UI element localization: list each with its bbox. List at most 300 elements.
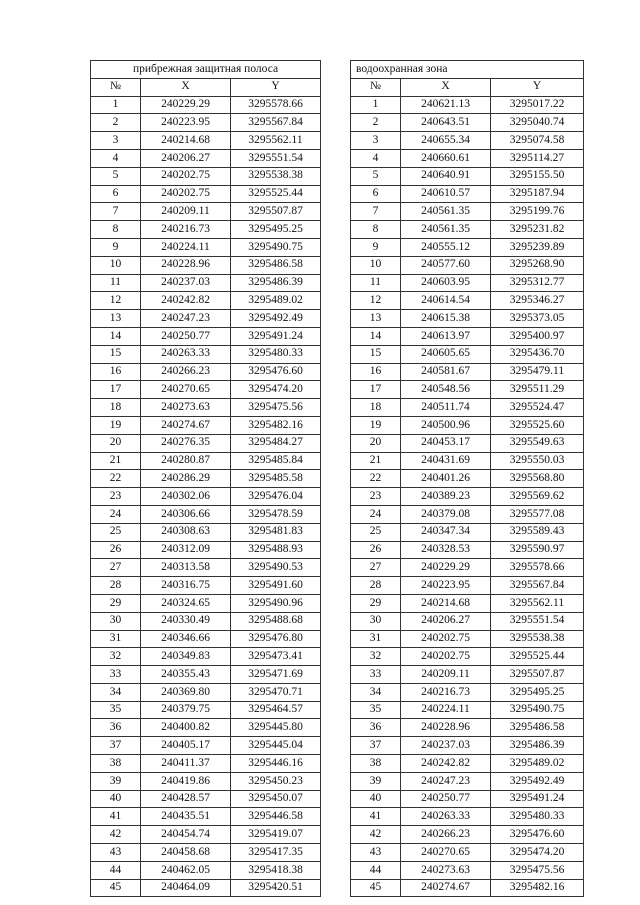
y-coordinate-cell: 3295491.24 [231,327,321,345]
x-coordinate-cell: 240270.65 [401,844,491,862]
y-coordinate-cell: 3295490.75 [491,701,584,719]
point-number-cell: 3 [351,132,401,150]
y-coordinate-cell: 3295485.84 [231,452,321,470]
x-coordinate-cell: 240603.95 [401,274,491,292]
point-number-cell: 37 [351,737,401,755]
point-number-cell: 11 [351,274,401,292]
y-coordinate-cell: 3295417.35 [231,844,321,862]
x-coordinate-cell: 240302.06 [141,488,231,506]
point-number-cell: 15 [351,345,401,363]
x-coordinate-cell: 240401.26 [401,470,491,488]
x-coordinate-cell: 240202.75 [401,648,491,666]
table-row [91,755,321,773]
table-title: прибрежная защитная полоса [91,61,321,79]
point-number-cell: 31 [91,630,141,648]
y-coordinate-cell: 3295418.38 [231,861,321,879]
x-coordinate-cell: 240209.11 [141,203,231,221]
column-header-x: X [401,78,491,96]
point-number-cell: 28 [91,577,141,595]
column-header-y: Y [491,78,584,96]
table-row [91,488,321,506]
point-number-cell: 36 [91,719,141,737]
x-coordinate-cell: 240263.33 [401,808,491,826]
point-number-cell: 12 [91,292,141,310]
table-title-row [91,61,321,79]
x-coordinate-cell: 240313.58 [141,559,231,577]
point-number-cell: 6 [91,185,141,203]
y-coordinate-cell: 3295492.49 [231,310,321,328]
y-coordinate-cell: 3295538.38 [231,167,321,185]
point-number-cell: 41 [91,808,141,826]
x-coordinate-cell: 240247.23 [401,772,491,790]
x-coordinate-cell: 240312.09 [141,541,231,559]
table-row [351,719,584,737]
x-coordinate-cell: 240419.86 [141,772,231,790]
x-coordinate-cell: 240206.27 [141,149,231,167]
point-number-cell: 12 [351,292,401,310]
table-row [351,310,584,328]
y-coordinate-cell: 3295488.93 [231,541,321,559]
x-coordinate-cell: 240202.75 [141,167,231,185]
y-coordinate-cell: 3295567.84 [491,577,584,595]
point-number-cell: 38 [351,755,401,773]
table-row [351,203,584,221]
table-row [351,630,584,648]
table-row [91,577,321,595]
x-coordinate-cell: 240224.11 [401,701,491,719]
x-coordinate-cell: 240511.74 [401,399,491,417]
y-coordinate-cell: 3295486.58 [491,719,584,737]
x-coordinate-cell: 240379.75 [141,701,231,719]
table-row [351,577,584,595]
point-number-cell: 14 [91,327,141,345]
y-coordinate-cell: 3295569.62 [491,488,584,506]
x-coordinate-cell: 240615.38 [401,310,491,328]
point-number-cell: 10 [351,256,401,274]
x-coordinate-cell: 240308.63 [141,523,231,541]
y-coordinate-cell: 3295476.60 [231,363,321,381]
y-coordinate-cell: 3295589.43 [491,523,584,541]
point-number-cell: 40 [91,790,141,808]
x-coordinate-cell: 240462.05 [141,861,231,879]
point-number-cell: 8 [91,221,141,239]
table-row [91,826,321,844]
y-coordinate-cell: 3295578.66 [491,559,584,577]
y-coordinate-cell: 3295511.29 [491,381,584,399]
x-coordinate-cell: 240280.87 [141,452,231,470]
y-coordinate-cell: 3295471.69 [231,666,321,684]
point-number-cell: 38 [91,755,141,773]
point-number-cell: 33 [91,666,141,684]
table-row [91,327,321,345]
point-number-cell: 24 [351,505,401,523]
x-coordinate-cell: 240250.77 [401,790,491,808]
y-coordinate-cell: 3295568.80 [491,470,584,488]
y-coordinate-cell: 3295346.27 [491,292,584,310]
table-row [351,238,584,256]
y-coordinate-cell: 3295470.71 [231,683,321,701]
y-coordinate-cell: 3295481.83 [231,523,321,541]
table-row [351,666,584,684]
table-row [351,523,584,541]
y-coordinate-cell: 3295074.58 [491,132,584,150]
x-coordinate-cell: 240613.97 [401,327,491,345]
y-coordinate-cell: 3295464.57 [231,701,321,719]
table-body [91,61,321,897]
table-row [351,149,584,167]
y-coordinate-cell: 3295486.39 [491,737,584,755]
point-number-cell: 27 [91,559,141,577]
y-coordinate-cell: 3295199.76 [491,203,584,221]
point-number-cell: 11 [91,274,141,292]
y-coordinate-cell: 3295373.05 [491,310,584,328]
table-row [91,203,321,221]
point-number-cell: 15 [91,345,141,363]
point-number-cell: 2 [351,114,401,132]
point-number-cell: 1 [91,96,141,114]
y-coordinate-cell: 3295476.04 [231,488,321,506]
table-row [91,399,321,417]
table-row [351,381,584,399]
table-row [351,737,584,755]
y-coordinate-cell: 3295507.87 [491,666,584,684]
x-coordinate-cell: 240411.37 [141,755,231,773]
point-number-cell: 35 [351,701,401,719]
table-row [91,559,321,577]
y-coordinate-cell: 3295420.51 [231,879,321,897]
x-coordinate-cell: 240223.95 [141,114,231,132]
point-number-cell: 26 [351,541,401,559]
point-number-cell: 4 [351,149,401,167]
table-row [351,683,584,701]
y-coordinate-cell: 3295491.24 [491,790,584,808]
point-number-cell: 9 [351,238,401,256]
table-row [351,96,584,114]
x-coordinate-cell: 240453.17 [401,434,491,452]
point-number-cell: 24 [91,505,141,523]
x-coordinate-cell: 240202.75 [141,185,231,203]
y-coordinate-cell: 3295231.82 [491,221,584,239]
table-row [351,274,584,292]
point-number-cell: 18 [91,399,141,417]
x-coordinate-cell: 240274.67 [401,879,491,897]
table-row [351,114,584,132]
x-coordinate-cell: 240605.65 [401,345,491,363]
table-row [91,861,321,879]
x-coordinate-cell: 240435.51 [141,808,231,826]
y-coordinate-cell: 3295485.58 [231,470,321,488]
table-row [91,221,321,239]
x-coordinate-cell: 240548.56 [401,381,491,399]
x-coordinate-cell: 240458.68 [141,844,231,862]
table-row [91,381,321,399]
x-coordinate-cell: 240228.96 [401,719,491,737]
y-coordinate-cell: 3295490.75 [231,238,321,256]
x-coordinate-cell: 240247.23 [141,310,231,328]
x-coordinate-cell: 240228.96 [141,256,231,274]
y-coordinate-cell: 3295525.44 [491,648,584,666]
x-coordinate-cell: 240306.66 [141,505,231,523]
x-coordinate-cell: 240500.96 [401,416,491,434]
point-number-cell: 37 [91,737,141,755]
y-coordinate-cell: 3295474.20 [491,844,584,862]
y-coordinate-cell: 3295478.59 [231,505,321,523]
y-coordinate-cell: 3295446.58 [231,808,321,826]
point-number-cell: 44 [91,861,141,879]
table-row [351,256,584,274]
x-coordinate-cell: 240206.27 [401,612,491,630]
point-number-cell: 19 [351,416,401,434]
point-number-cell: 43 [91,844,141,862]
table-row [91,523,321,541]
table-row [91,772,321,790]
y-coordinate-cell: 3295490.53 [231,559,321,577]
table-row [91,416,321,434]
table-row [91,594,321,612]
y-coordinate-cell: 3295577.08 [491,505,584,523]
x-coordinate-cell: 240229.29 [401,559,491,577]
x-coordinate-cell: 240610.57 [401,185,491,203]
table-row [351,861,584,879]
table-row [351,345,584,363]
table-row [91,452,321,470]
point-number-cell: 7 [351,203,401,221]
y-coordinate-cell: 3295590.97 [491,541,584,559]
y-coordinate-cell: 3295486.39 [231,274,321,292]
table-row [351,559,584,577]
table-row [351,594,584,612]
point-number-cell: 5 [351,167,401,185]
point-number-cell: 35 [91,701,141,719]
y-coordinate-cell: 3295450.07 [231,790,321,808]
table-row [351,701,584,719]
x-coordinate-cell: 240214.68 [401,594,491,612]
y-coordinate-cell: 3295507.87 [231,203,321,221]
y-coordinate-cell: 3295479.11 [491,363,584,381]
point-number-cell: 45 [91,879,141,897]
table-row [351,185,584,203]
table-row [91,470,321,488]
point-number-cell: 29 [351,594,401,612]
y-coordinate-cell: 3295239.89 [491,238,584,256]
x-coordinate-cell: 240640.91 [401,167,491,185]
y-coordinate-cell: 3295445.04 [231,737,321,755]
table-header-row [351,78,584,96]
y-coordinate-cell: 3295436.70 [491,345,584,363]
x-coordinate-cell: 240263.33 [141,345,231,363]
point-number-cell: 1 [351,96,401,114]
y-coordinate-cell: 3295525.60 [491,416,584,434]
coastal-protection-strip-table [90,60,321,897]
x-coordinate-cell: 240577.60 [401,256,491,274]
y-coordinate-cell: 3295551.54 [231,149,321,167]
y-coordinate-cell: 3295492.49 [491,772,584,790]
table-row [91,149,321,167]
x-coordinate-cell: 240561.35 [401,203,491,221]
table-row [351,416,584,434]
x-coordinate-cell: 240405.17 [141,737,231,755]
x-coordinate-cell: 240273.63 [401,861,491,879]
point-number-cell: 40 [351,790,401,808]
table-row [91,132,321,150]
x-coordinate-cell: 240266.23 [401,826,491,844]
x-coordinate-cell: 240347.34 [401,523,491,541]
table-row [351,790,584,808]
x-coordinate-cell: 240229.29 [141,96,231,114]
table-row [351,755,584,773]
point-number-cell: 22 [351,470,401,488]
x-coordinate-cell: 240379.08 [401,505,491,523]
table-row [351,826,584,844]
table-row [91,345,321,363]
x-coordinate-cell: 240330.49 [141,612,231,630]
table-row [91,701,321,719]
point-number-cell: 16 [351,363,401,381]
table-row [91,612,321,630]
point-number-cell: 21 [91,452,141,470]
x-coordinate-cell: 240316.75 [141,577,231,595]
point-number-cell: 13 [351,310,401,328]
y-coordinate-cell: 3295475.56 [231,399,321,417]
point-number-cell: 41 [351,808,401,826]
y-coordinate-cell: 3295562.11 [491,594,584,612]
point-number-cell: 21 [351,452,401,470]
table-row [351,292,584,310]
x-coordinate-cell: 240237.03 [401,737,491,755]
column-header-y: Y [231,78,321,96]
point-number-cell: 17 [91,381,141,399]
table-row [91,808,321,826]
point-number-cell: 32 [91,648,141,666]
y-coordinate-cell: 3295476.60 [491,826,584,844]
x-coordinate-cell: 240276.35 [141,434,231,452]
water-protection-zone-table [350,60,584,897]
y-coordinate-cell: 3295450.23 [231,772,321,790]
point-number-cell: 42 [351,826,401,844]
table-row [351,399,584,417]
table-title: водоохранная зона [351,61,584,79]
x-coordinate-cell: 240464.09 [141,879,231,897]
y-coordinate-cell: 3295419.07 [231,826,321,844]
table-row [91,274,321,292]
table-row [91,737,321,755]
x-coordinate-cell: 240655.34 [401,132,491,150]
y-coordinate-cell: 3295482.16 [231,416,321,434]
x-coordinate-cell: 240561.35 [401,221,491,239]
y-coordinate-cell: 3295446.16 [231,755,321,773]
x-coordinate-cell: 240428.57 [141,790,231,808]
point-number-cell: 25 [91,523,141,541]
point-number-cell: 14 [351,327,401,345]
y-coordinate-cell: 3295476.80 [231,630,321,648]
x-coordinate-cell: 240242.82 [401,755,491,773]
point-number-cell: 30 [351,612,401,630]
x-coordinate-cell: 240324.65 [141,594,231,612]
point-number-cell: 20 [351,434,401,452]
y-coordinate-cell: 3295562.11 [231,132,321,150]
x-coordinate-cell: 240242.82 [141,292,231,310]
table-row [91,96,321,114]
table-row [351,363,584,381]
point-number-cell: 20 [91,434,141,452]
point-number-cell: 32 [351,648,401,666]
table-row [351,844,584,862]
y-coordinate-cell: 3295550.03 [491,452,584,470]
x-coordinate-cell: 240273.63 [141,399,231,417]
point-number-cell: 10 [91,256,141,274]
table-row [91,630,321,648]
table-row [351,452,584,470]
point-number-cell: 13 [91,310,141,328]
table-row [91,541,321,559]
table-row [351,434,584,452]
table-row [91,790,321,808]
y-coordinate-cell: 3295482.16 [491,879,584,897]
x-coordinate-cell: 240209.11 [401,666,491,684]
y-coordinate-cell: 3295480.33 [491,808,584,826]
y-coordinate-cell: 3295567.84 [231,114,321,132]
y-coordinate-cell: 3295312.77 [491,274,584,292]
table-row [91,719,321,737]
table-row [91,434,321,452]
table-row [91,292,321,310]
point-number-cell: 33 [351,666,401,684]
table-row [91,505,321,523]
point-number-cell: 30 [91,612,141,630]
x-coordinate-cell: 240581.67 [401,363,491,381]
table-header-row [91,78,321,96]
table-row [91,238,321,256]
table-row [351,488,584,506]
x-coordinate-cell: 240454.74 [141,826,231,844]
table-row [351,470,584,488]
y-coordinate-cell: 3295489.02 [231,292,321,310]
x-coordinate-cell: 240202.75 [401,630,491,648]
x-coordinate-cell: 240223.95 [401,577,491,595]
table-title-row [351,61,584,79]
table-row [91,310,321,328]
y-coordinate-cell: 3295473.41 [231,648,321,666]
point-number-cell: 16 [91,363,141,381]
point-number-cell: 6 [351,185,401,203]
y-coordinate-cell: 3295525.44 [231,185,321,203]
point-number-cell: 34 [91,683,141,701]
x-coordinate-cell: 240643.51 [401,114,491,132]
table-row [91,683,321,701]
point-number-cell: 23 [351,488,401,506]
table-row [91,666,321,684]
point-number-cell: 45 [351,879,401,897]
y-coordinate-cell: 3295551.54 [491,612,584,630]
point-number-cell: 7 [91,203,141,221]
point-number-cell: 2 [91,114,141,132]
x-coordinate-cell: 240216.73 [141,221,231,239]
x-coordinate-cell: 240286.29 [141,470,231,488]
point-number-cell: 25 [351,523,401,541]
x-coordinate-cell: 240349.83 [141,648,231,666]
table-row [351,541,584,559]
y-coordinate-cell: 3295491.60 [231,577,321,595]
point-number-cell: 27 [351,559,401,577]
y-coordinate-cell: 3295486.58 [231,256,321,274]
x-coordinate-cell: 240431.69 [401,452,491,470]
y-coordinate-cell: 3295488.68 [231,612,321,630]
x-coordinate-cell: 240216.73 [401,683,491,701]
table-row [351,612,584,630]
y-coordinate-cell: 3295489.02 [491,755,584,773]
table-row [351,167,584,185]
table-row [351,327,584,345]
